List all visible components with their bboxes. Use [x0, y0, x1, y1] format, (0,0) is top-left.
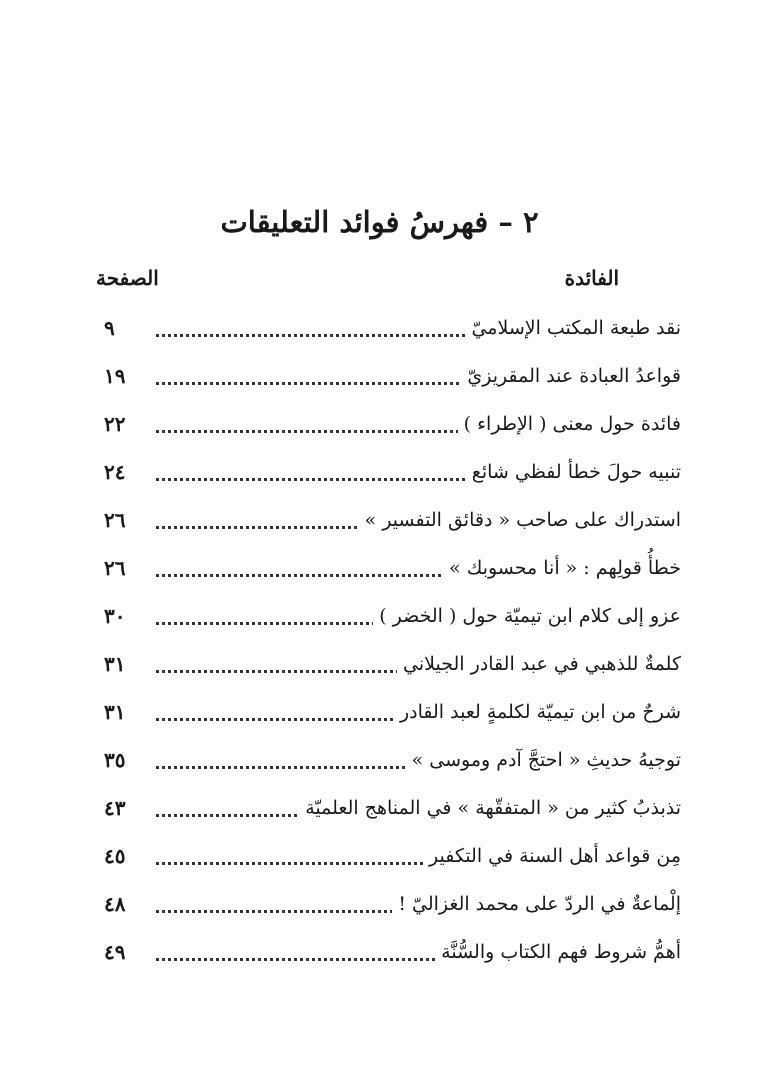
entry-topic: استدراك على صاحب « دقائق التفسير »: [359, 500, 681, 540]
entry-page-number: ٢٢: [104, 412, 126, 436]
entry-page-number: ٢٤: [104, 460, 126, 484]
index-entry: [0, 356, 759, 400]
index-entry: [0, 932, 759, 976]
entry-topic: تنبيه حولَ خطأ لفظي شائع: [466, 452, 681, 492]
index-entry: [0, 308, 759, 352]
page-column-header: الصفحة: [96, 266, 159, 290]
entry-page-number: ٣١: [104, 652, 126, 676]
topic-column-header: الفائدة: [564, 266, 619, 290]
entry-topic: كلمةٌ للذهبي في عبد القادر الجيلاني: [397, 644, 681, 684]
entry-page-number: ٤٥: [104, 844, 126, 868]
index-entry: [0, 644, 759, 688]
entry-page-number: ٤٨: [104, 892, 126, 916]
index-entry: [0, 548, 759, 592]
entry-page-number: ٣٠: [104, 604, 126, 628]
entry-topic: نقد طبعة المكتب الإسلاميّ: [465, 308, 681, 348]
entry-page-number: ١٩: [104, 364, 126, 388]
entry-topic: قواعدُ العبادة عند المقريزيّ: [461, 356, 681, 396]
index-entry: [0, 788, 759, 832]
entry-topic: شرحٌ من ابن تيميّة لكلمةٍ لعبد القادر: [394, 692, 681, 732]
entry-topic: فائدة حول معنى ( الإطراء ): [458, 404, 681, 444]
entry-page-number: ٤٣: [104, 796, 126, 820]
index-entry: [0, 836, 759, 880]
index-entry: [0, 740, 759, 784]
entry-topic: توجيهُ حديثِ « احتجَّ آدم وموسى »: [406, 740, 681, 780]
entry-topic: تذبذبُ كثير من « المتفقّهة » في المناهج العلميّة: [299, 788, 681, 828]
index-entry: [0, 452, 759, 496]
entry-topic: مِن قواعد أهل السنة في التكفير: [423, 836, 681, 876]
entry-topic: إلْماعةٌ في الردّ على محمد الغزاليّ !: [392, 884, 681, 924]
entry-topic: خطأُ قولِهم : « أنا محسوبك »: [443, 548, 681, 588]
entry-page-number: ٤٩: [104, 940, 126, 964]
index-entry: [0, 500, 759, 544]
index-entry: [0, 884, 759, 928]
entry-page-number: ٩: [104, 316, 115, 340]
index-entry: [0, 404, 759, 448]
index-entry: [0, 692, 759, 736]
entry-page-number: ٣١: [104, 700, 126, 724]
entry-topic: عزو إلى كلام ابن تيميّة حول ( الخضر ): [373, 596, 681, 636]
entry-page-number: ٢٦: [104, 508, 126, 532]
index-entry: [0, 596, 759, 640]
entry-page-number: ٢٦: [104, 556, 126, 580]
page-title: ٢ – فهرسُ فوائد التعليقات: [220, 205, 539, 239]
entry-page-number: ٣٥: [104, 748, 126, 772]
entry-topic: أهمُّ شروط فهم الكتاب والسُّنَّة: [435, 932, 681, 972]
